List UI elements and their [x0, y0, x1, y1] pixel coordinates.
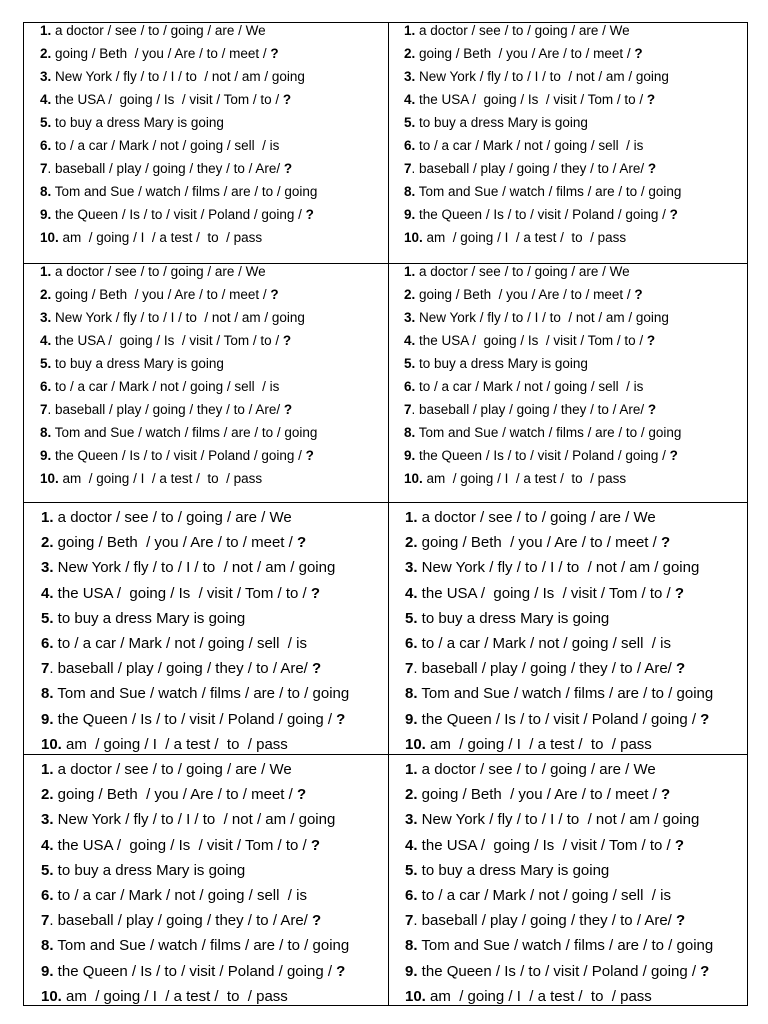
- sentence-line: [41, 586, 320, 601]
- sentence-number: 5.: [41, 609, 54, 627]
- sentence-line: [41, 938, 349, 953]
- sentence-words: am / going / I / a test / to / pass: [425, 735, 652, 753]
- sentence-words: to buy a dress Mary is going: [51, 356, 224, 371]
- sentence-words: going / Beth / you / Are / to / meet /: [417, 786, 661, 804]
- sentence-number: 3.: [41, 559, 54, 577]
- sentence-line: [405, 812, 699, 827]
- sentence-number: 5.: [405, 609, 418, 627]
- sentence-number: 5.: [405, 861, 418, 879]
- sentence-line: [405, 989, 652, 1004]
- sentence-number: 5.: [41, 861, 54, 879]
- sentence-words: to buy a dress Mary is going: [417, 609, 610, 627]
- sentence-words: the Queen / Is / to / visit / Poland / going /: [53, 710, 337, 728]
- sentence-words: the USA / going / Is / visit / Tom / to /: [53, 836, 311, 854]
- exercise-card: [24, 503, 389, 754]
- question-mark: ?: [283, 161, 293, 176]
- sentence-line: [404, 357, 588, 371]
- question-mark: ?: [296, 786, 307, 804]
- sentence-number: 2.: [405, 786, 418, 804]
- sentence-line: [405, 586, 684, 601]
- sentence-words: a doctor / see / to / going / are / We: [417, 509, 656, 526]
- sentence-number: 1.: [41, 761, 54, 778]
- sentence-line: [404, 70, 669, 84]
- sentence-number: 3.: [404, 69, 416, 84]
- sentence-words: to / a car / Mark / not / going / sell / is: [53, 635, 307, 652]
- sentence-number: 4.: [41, 584, 54, 602]
- sentence-words: to buy a dress Mary is going: [53, 609, 246, 627]
- sentence-line: [405, 964, 709, 979]
- sentence-number: 4.: [41, 836, 54, 854]
- sentence-words: to buy a dress Mary is going: [415, 115, 588, 130]
- question-mark: ?: [700, 710, 710, 728]
- sentence-line: [405, 838, 684, 853]
- sentence-words: am / going / I / a test / to / pass: [425, 987, 652, 1005]
- sentence-number: 9.: [40, 207, 52, 222]
- sentence-words: the USA / going / Is / visit / Tom / to /: [417, 584, 675, 602]
- sentence-line: [404, 231, 626, 245]
- sentence-words: Tom and Sue / watch / films / are / to / going: [53, 685, 350, 703]
- sentence-line: [40, 265, 266, 279]
- sentence-words: Tom and Sue / watch / films / are / to / going: [417, 937, 714, 955]
- sentence-line: [405, 863, 609, 878]
- sentence-line: [41, 510, 292, 525]
- sentence-number: 10.: [405, 987, 426, 1005]
- sentence-words: going / Beth / you / Are / to / meet /: [417, 534, 661, 552]
- question-mark: ?: [310, 584, 321, 602]
- sentence-words: the USA / going / Is / visit / Tom / to /: [417, 836, 675, 854]
- sentence-line: [405, 661, 685, 676]
- sentence-words: to buy a dress Mary is going: [417, 861, 610, 879]
- question-mark: ?: [660, 786, 671, 804]
- sentence-line: [404, 403, 656, 417]
- sentence-words: a doctor / see / to / going / are / We: [53, 509, 292, 526]
- sentence-number: 4.: [405, 584, 418, 602]
- sentence-line: [41, 989, 288, 1004]
- sentence-line: [405, 762, 656, 777]
- sentence-line: [404, 116, 588, 130]
- sentence-number: 1.: [40, 264, 52, 279]
- sentence-line: [40, 472, 262, 486]
- question-mark: ?: [296, 534, 307, 552]
- question-mark: ?: [336, 710, 346, 728]
- sentence-number: 6.: [405, 887, 418, 904]
- sentence-words: Tom and Sue / watch / films / are / to / going: [415, 184, 682, 199]
- sentence-words: . baseball / play / going / they / to / Are/: [411, 402, 648, 417]
- sentence-line: [404, 162, 656, 176]
- sentence-words: the Queen / Is / to / visit / Poland / going /: [415, 448, 670, 463]
- sentence-number: 8.: [40, 425, 52, 440]
- question-mark: ?: [282, 333, 292, 348]
- sentence-number: 3.: [40, 69, 52, 84]
- sentence-number: 6.: [41, 887, 54, 904]
- sentence-line: [40, 24, 266, 38]
- sentence-line: [404, 93, 655, 107]
- sentence-line: [404, 380, 643, 394]
- sentence-line: [404, 449, 678, 463]
- sentence-words: . baseball / play / going / they / to / Are/: [411, 161, 648, 176]
- sentence-number: 6.: [404, 379, 416, 394]
- sentence-words: going / Beth / you / Are / to / meet /: [51, 287, 271, 302]
- sentence-line: [404, 24, 630, 38]
- sentence-line: [404, 185, 681, 199]
- sentence-words: going / Beth / you / Are / to / meet /: [415, 287, 635, 302]
- sentence-number: 3.: [40, 310, 52, 325]
- question-mark: ?: [305, 448, 314, 463]
- sentence-line: [41, 888, 307, 903]
- sentence-number: 4.: [404, 333, 416, 348]
- question-mark: ?: [336, 962, 346, 980]
- sentence-number: 2.: [405, 534, 418, 552]
- sentence-words: Tom and Sue / watch / films / are / to / going: [415, 425, 682, 440]
- sentence-line: [41, 560, 335, 575]
- sentence-words: New York / fly / to / I / to / not / am / going: [53, 811, 336, 829]
- sentence-line: [40, 449, 314, 463]
- sentence-words: the Queen / Is / to / visit / Poland / going /: [53, 962, 337, 980]
- sentence-line: [40, 311, 305, 325]
- sentence-words: to / a car / Mark / not / going / sell / is: [417, 887, 671, 904]
- sentence-words: a doctor / see / to / going / are / We: [415, 23, 630, 38]
- sentence-words: New York / fly / to / I / to / not / am / going: [415, 69, 669, 84]
- card-row-1: [24, 23, 747, 263]
- sentence-words: am / going / I / a test / to / pass: [422, 471, 627, 486]
- exercise-card: [389, 503, 747, 754]
- exercise-card: [24, 23, 389, 263]
- sentence-number: 9.: [404, 448, 416, 463]
- sentence-words: a doctor / see / to / going / are / We: [53, 761, 292, 778]
- sentence-words: New York / fly / to / I / to / not / am / going: [417, 811, 700, 829]
- sentence-words: going / Beth / you / Are / to / meet /: [415, 46, 635, 61]
- question-mark: ?: [676, 660, 686, 678]
- sentence-line: [40, 208, 314, 222]
- exercise-card: [389, 264, 747, 502]
- sentence-words: New York / fly / to / I / to / not / am / going: [51, 310, 305, 325]
- question-mark: ?: [270, 46, 279, 61]
- sentence-number: 8.: [41, 685, 54, 703]
- sentence-words: . baseball / play / going / they / to / Are/: [49, 912, 312, 930]
- sentence-number: 9.: [41, 710, 54, 728]
- sentence-line: [404, 139, 643, 153]
- sentence-words: going / Beth / you / Are / to / meet /: [53, 786, 297, 804]
- sentence-line: [40, 403, 292, 417]
- sentence-words: to buy a dress Mary is going: [53, 861, 246, 879]
- sentence-line: [405, 611, 609, 626]
- sentence-words: am / going / I / a test / to / pass: [61, 735, 288, 753]
- sentence-line: [40, 185, 317, 199]
- sentence-words: the Queen / Is / to / visit / Poland / going /: [51, 448, 306, 463]
- sentence-words: the Queen / Is / to / visit / Poland / going /: [417, 962, 701, 980]
- card-row-3: [24, 502, 747, 754]
- exercise-card: [24, 755, 389, 1006]
- question-mark: ?: [634, 287, 643, 302]
- sentence-words: to / a car / Mark / not / going / sell / is: [415, 379, 644, 394]
- sentence-line: [40, 288, 279, 302]
- sentence-words: the Queen / Is / to / visit / Poland / going /: [417, 710, 701, 728]
- question-mark: ?: [674, 584, 685, 602]
- sentence-words: . baseball / play / going / they / to / Are/: [47, 161, 284, 176]
- sentence-number: 9.: [41, 962, 54, 980]
- sentence-words: the USA / going / Is / visit / Tom / to /: [415, 92, 647, 107]
- sentence-number: 1.: [40, 23, 52, 38]
- sentence-number: 1.: [405, 761, 418, 778]
- sentence-line: [40, 334, 291, 348]
- sentence-number: 7: [405, 912, 414, 930]
- sentence-number: 8.: [40, 184, 52, 199]
- sentence-number: 6.: [40, 379, 52, 394]
- sentence-words: to buy a dress Mary is going: [51, 115, 224, 130]
- sentence-line: [404, 208, 678, 222]
- question-mark: ?: [282, 92, 292, 107]
- question-mark: ?: [669, 207, 678, 222]
- sentence-line: [40, 93, 291, 107]
- sentence-words: to / a car / Mark / not / going / sell / is: [51, 379, 280, 394]
- question-mark: ?: [676, 912, 686, 930]
- sentence-words: am / going / I / a test / to / pass: [61, 987, 288, 1005]
- sentence-line: [40, 47, 279, 61]
- question-mark: ?: [310, 836, 321, 854]
- sentence-words: New York / fly / to / I / to / not / am / going: [417, 559, 700, 577]
- question-mark: ?: [283, 402, 293, 417]
- sentence-number: 10.: [41, 987, 62, 1005]
- sentence-line: [405, 737, 652, 752]
- sentence-line: [40, 380, 279, 394]
- question-mark: ?: [270, 287, 279, 302]
- question-mark: ?: [660, 534, 671, 552]
- sentence-number: 10.: [41, 735, 62, 753]
- sentence-number: 7: [41, 912, 50, 930]
- question-mark: ?: [646, 92, 656, 107]
- sentence-line: [404, 334, 655, 348]
- sentence-number: 10.: [404, 471, 423, 486]
- sentence-number: 3.: [405, 811, 418, 829]
- sentence-words: am / going / I / a test / to / pass: [58, 230, 263, 245]
- sentence-line: [41, 964, 345, 979]
- sentence-number: 3.: [404, 310, 416, 325]
- sentence-line: [41, 661, 321, 676]
- sentence-line: [41, 762, 292, 777]
- sentence-line: [405, 535, 670, 550]
- sentence-words: to / a car / Mark / not / going / sell / is: [415, 138, 644, 153]
- question-mark: ?: [674, 836, 685, 854]
- question-mark: ?: [312, 660, 322, 678]
- sentence-line: [405, 560, 699, 575]
- sentence-line: [41, 712, 345, 727]
- sentence-number: 9.: [405, 710, 418, 728]
- sentence-words: . baseball / play / going / they / to / Are/: [413, 912, 676, 930]
- sentence-number: 10.: [404, 230, 423, 245]
- question-mark: ?: [305, 207, 314, 222]
- sentence-line: [41, 686, 349, 701]
- sentence-number: 10.: [40, 230, 59, 245]
- question-mark: ?: [647, 402, 657, 417]
- exercise-card: [24, 264, 389, 502]
- sentence-number: 9.: [40, 448, 52, 463]
- sentence-number: 10.: [40, 471, 59, 486]
- sentence-number: 4.: [404, 92, 416, 107]
- sentence-line: [405, 938, 713, 953]
- sentence-number: 8.: [41, 937, 54, 955]
- sentence-number: 5.: [40, 356, 52, 371]
- sentence-line: [40, 116, 224, 130]
- sentence-words: Tom and Sue / watch / films / are / to / going: [53, 937, 350, 955]
- sentence-number: 7: [405, 660, 414, 678]
- sentence-number: 7: [41, 660, 50, 678]
- sentence-line: [41, 611, 245, 626]
- sentence-number: 3.: [405, 559, 418, 577]
- sentence-words: the USA / going / Is / visit / Tom / to /: [51, 333, 283, 348]
- sentence-number: 7: [404, 161, 412, 176]
- sentence-words: . baseball / play / going / they / to / Are/: [47, 402, 284, 417]
- sentence-words: Tom and Sue / watch / films / are / to / going: [51, 184, 318, 199]
- sentence-line: [40, 231, 262, 245]
- sentence-line: [41, 913, 321, 928]
- sentence-line: [41, 535, 306, 550]
- sentence-line: [40, 357, 224, 371]
- exercise-card: [389, 755, 747, 1006]
- sentence-line: [40, 139, 279, 153]
- sentence-number: 5.: [404, 115, 416, 130]
- sentence-line: [405, 913, 685, 928]
- sentence-words: to / a car / Mark / not / going / sell / is: [53, 887, 307, 904]
- sentence-number: 4.: [40, 92, 52, 107]
- sentence-number: 8.: [404, 184, 416, 199]
- sentence-number: 1.: [41, 509, 54, 526]
- sentence-line: [405, 686, 713, 701]
- sentence-line: [404, 472, 626, 486]
- sentence-number: 6.: [404, 138, 416, 153]
- sentence-number: 3.: [41, 811, 54, 829]
- sentence-line: [404, 311, 669, 325]
- sentence-number: 6.: [405, 635, 418, 652]
- sentence-words: the USA / going / Is / visit / Tom / to /: [53, 584, 311, 602]
- question-mark: ?: [647, 161, 657, 176]
- sentence-words: a doctor / see / to / going / are / We: [51, 23, 266, 38]
- question-mark: ?: [700, 962, 710, 980]
- card-row-2: [24, 263, 747, 502]
- sentence-words: to / a car / Mark / not / going / sell / is: [417, 635, 671, 652]
- sentence-number: 2.: [404, 46, 416, 61]
- sentence-number: 7: [40, 161, 48, 176]
- sentence-number: 8.: [405, 937, 418, 955]
- sentence-number: 1.: [405, 509, 418, 526]
- sentence-number: 6.: [40, 138, 52, 153]
- sentence-words: New York / fly / to / I / to / not / am / going: [415, 310, 669, 325]
- sentence-number: 2.: [40, 46, 52, 61]
- exercise-card: [389, 23, 747, 263]
- question-mark: ?: [646, 333, 656, 348]
- sentence-line: [41, 787, 306, 802]
- sentence-number: 4.: [40, 333, 52, 348]
- sentence-number: 2.: [41, 534, 54, 552]
- sentence-words: going / Beth / you / Are / to / meet /: [53, 534, 297, 552]
- sentence-line: [40, 426, 317, 440]
- sentence-words: the Queen / Is / to / visit / Poland / going /: [415, 207, 670, 222]
- sentence-line: [41, 838, 320, 853]
- sentence-words: New York / fly / to / I / to / not / am / going: [53, 559, 336, 577]
- sentence-number: 10.: [405, 735, 426, 753]
- sentence-number: 1.: [404, 264, 416, 279]
- sentence-line: [40, 162, 292, 176]
- question-mark: ?: [669, 448, 678, 463]
- sentence-line: [405, 636, 671, 651]
- sentence-words: . baseball / play / going / they / to / Are/: [413, 660, 676, 678]
- sentence-line: [41, 737, 288, 752]
- sentence-number: 5.: [40, 115, 52, 130]
- sentence-words: a doctor / see / to / going / are / We: [415, 264, 630, 279]
- sentence-number: 2.: [41, 786, 54, 804]
- sentence-line: [405, 787, 670, 802]
- sentence-line: [404, 265, 630, 279]
- sentence-number: 6.: [41, 635, 54, 652]
- sentence-number: 2.: [404, 287, 416, 302]
- sentence-number: 7: [404, 402, 412, 417]
- sentence-line: [404, 288, 643, 302]
- sentence-line: [41, 863, 245, 878]
- sentence-number: 9.: [404, 207, 416, 222]
- sentence-number: 8.: [405, 685, 418, 703]
- sentence-words: the Queen / Is / to / visit / Poland / going /: [51, 207, 306, 222]
- question-mark: ?: [634, 46, 643, 61]
- card-row-4: [24, 754, 747, 1006]
- sentence-words: going / Beth / you / Are / to / meet /: [51, 46, 271, 61]
- sentence-line: [41, 636, 307, 651]
- sentence-number: 5.: [404, 356, 416, 371]
- exercise-worksheet: [23, 22, 748, 1006]
- sentence-words: am / going / I / a test / to / pass: [58, 471, 263, 486]
- sentence-words: the USA / going / Is / visit / Tom / to /: [51, 92, 283, 107]
- sentence-number: 9.: [405, 962, 418, 980]
- question-mark: ?: [312, 912, 322, 930]
- sentence-line: [404, 47, 643, 61]
- sentence-number: 2.: [40, 287, 52, 302]
- sentence-words: to / a car / Mark / not / going / sell / is: [51, 138, 280, 153]
- sentence-words: the USA / going / Is / visit / Tom / to /: [415, 333, 647, 348]
- sentence-line: [404, 426, 681, 440]
- sentence-line: [40, 70, 305, 84]
- sentence-words: to buy a dress Mary is going: [415, 356, 588, 371]
- sentence-words: a doctor / see / to / going / are / We: [417, 761, 656, 778]
- sentence-line: [405, 712, 709, 727]
- sentence-words: am / going / I / a test / to / pass: [422, 230, 627, 245]
- sentence-words: Tom and Sue / watch / films / are / to / going: [417, 685, 714, 703]
- sentence-line: [405, 510, 656, 525]
- sentence-words: New York / fly / to / I / to / not / am / going: [51, 69, 305, 84]
- sentence-line: [41, 812, 335, 827]
- sentence-number: 7: [40, 402, 48, 417]
- sentence-line: [405, 888, 671, 903]
- sentence-number: 1.: [404, 23, 416, 38]
- sentence-number: 8.: [404, 425, 416, 440]
- sentence-words: a doctor / see / to / going / are / We: [51, 264, 266, 279]
- sentence-words: . baseball / play / going / they / to / Are/: [49, 660, 312, 678]
- sentence-words: Tom and Sue / watch / films / are / to / going: [51, 425, 318, 440]
- sentence-number: 4.: [405, 836, 418, 854]
